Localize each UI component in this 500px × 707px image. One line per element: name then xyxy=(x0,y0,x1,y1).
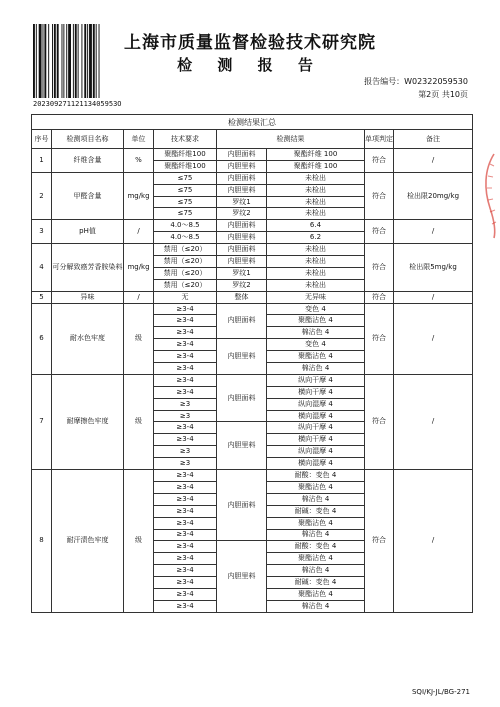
test-part: 罗纹2 xyxy=(217,279,267,291)
test-part: 内胆里料 xyxy=(217,339,267,375)
test-result: 未检出 xyxy=(267,267,365,279)
test-result: 耐碱：变色 4 xyxy=(267,505,365,517)
results-table xyxy=(31,114,473,613)
item-no: 4 xyxy=(32,244,52,292)
test-part: 罗纹1 xyxy=(217,267,267,279)
test-part: 整体 xyxy=(217,291,267,303)
report-title: 检 测 报 告 xyxy=(177,56,323,74)
test-result: 纵向湿摩 4 xyxy=(267,446,365,458)
remark: / xyxy=(394,149,473,173)
requirement: ≥3-4 xyxy=(154,470,217,482)
verdict: 符合 xyxy=(365,374,394,469)
item-name: 纤维含量 xyxy=(52,149,124,173)
header-row xyxy=(32,130,473,149)
item-no: 1 xyxy=(32,149,52,173)
table-row xyxy=(32,220,473,232)
column-header: 技术要求 xyxy=(154,130,217,149)
test-result: 未检出 xyxy=(267,184,365,196)
test-result: 纵向干摩 4 xyxy=(267,374,365,386)
test-result: 6.2 xyxy=(267,232,365,244)
test-part: 内胆里料 xyxy=(217,184,267,196)
requirement: ≤75 xyxy=(154,196,217,208)
table-row xyxy=(32,374,473,386)
barcode xyxy=(33,24,127,98)
requirement: ≤75 xyxy=(154,184,217,196)
requirement: 禁用（≤20） xyxy=(154,244,217,256)
requirement: ≥3-4 xyxy=(154,481,217,493)
test-result: 横向干摩 4 xyxy=(267,434,365,446)
table-row xyxy=(32,244,473,256)
requirement: 4.0～8.5 xyxy=(154,232,217,244)
column-header: 序号 xyxy=(32,130,52,149)
test-result: 耐酸：变色 4 xyxy=(267,470,365,482)
seal-stamp xyxy=(478,150,498,240)
test-result: 横向干摩 4 xyxy=(267,386,365,398)
item-unit: 级 xyxy=(124,470,154,613)
requirement: 聚酯纤维100 xyxy=(154,149,217,161)
column-header: 检测项目名称 xyxy=(52,130,124,149)
requirement: ≥3-4 xyxy=(154,315,217,327)
requirement: 禁用（≤20） xyxy=(154,256,217,268)
page-info: 第2页 共10页 xyxy=(418,90,468,99)
item-no: 6 xyxy=(32,303,52,374)
verdict: 符合 xyxy=(365,244,394,292)
requirement: ≤75 xyxy=(154,208,217,220)
item-name: pH值 xyxy=(52,220,124,244)
form-code: SQI/KJ-JL/BG-271 xyxy=(411,688,470,696)
item-no: 3 xyxy=(32,220,52,244)
verdict: 符合 xyxy=(365,172,394,220)
test-result: 未检出 xyxy=(267,244,365,256)
barcode-number: 20230927112113405953O xyxy=(33,100,122,108)
summary-row xyxy=(32,115,473,130)
remark: / xyxy=(394,303,473,374)
requirement: ≥3-4 xyxy=(154,303,217,315)
test-result: 聚酯沾色 4 xyxy=(267,588,365,600)
requirement: ≥3-4 xyxy=(154,588,217,600)
test-part: 内胆面料 xyxy=(217,303,267,339)
item-no: 2 xyxy=(32,172,52,220)
summary-title: 检测结果汇总 xyxy=(32,115,473,130)
column-header: 备注 xyxy=(394,130,473,149)
test-part: 内胆里料 xyxy=(217,541,267,612)
test-part: 内胆面料 xyxy=(217,220,267,232)
item-unit: 级 xyxy=(124,374,154,469)
test-part: 内胆里料 xyxy=(217,256,267,268)
requirement: 无 xyxy=(154,291,217,303)
test-result: 聚酯纤维 100 xyxy=(267,160,365,172)
item-name: 耐水色牢度 xyxy=(52,303,124,374)
requirement: ≥3 xyxy=(154,398,217,410)
verdict: 符合 xyxy=(365,470,394,613)
test-result: 变色 4 xyxy=(267,339,365,351)
table-row xyxy=(32,303,473,315)
test-result: 棉沾色 4 xyxy=(267,327,365,339)
test-result: 耐酸：变色 4 xyxy=(267,541,365,553)
test-part: 内胆面料 xyxy=(217,172,267,184)
item-unit: % xyxy=(124,149,154,173)
requirement: ≥3 xyxy=(154,410,217,422)
requirement: ≥3 xyxy=(154,458,217,470)
requirement: 禁用（≤20） xyxy=(154,267,217,279)
requirement: ≤75 xyxy=(154,172,217,184)
remark: 检出限20mg/kg xyxy=(394,172,473,220)
test-result: 变色 4 xyxy=(267,303,365,315)
column-header: 单项判定 xyxy=(365,130,394,149)
table-row xyxy=(32,149,473,161)
test-result: 聚酯沾色 4 xyxy=(267,315,365,327)
test-part: 内胆面料 xyxy=(217,244,267,256)
test-result: 聚酯沾色 4 xyxy=(267,553,365,565)
remark: / xyxy=(394,291,473,303)
verdict: 符合 xyxy=(365,149,394,173)
item-no: 5 xyxy=(32,291,52,303)
verdict: 符合 xyxy=(365,303,394,374)
test-result: 棉沾色 4 xyxy=(267,493,365,505)
requirement: ≥3-4 xyxy=(154,541,217,553)
test-result: 棉沾色 4 xyxy=(267,565,365,577)
item-name: 异味 xyxy=(52,291,124,303)
test-result: 横向湿摩 4 xyxy=(267,458,365,470)
test-result: 未检出 xyxy=(267,196,365,208)
verdict: 符合 xyxy=(365,220,394,244)
test-part: 罗纹2 xyxy=(217,208,267,220)
requirement: 4.0～8.5 xyxy=(154,220,217,232)
institute-title: 上海市质量监督检验技术研究院 xyxy=(124,33,376,53)
test-result: 聚酯沾色 4 xyxy=(267,351,365,363)
table-row xyxy=(32,470,473,482)
item-unit: mg/kg xyxy=(124,244,154,292)
test-part: 内胆面料 xyxy=(217,149,267,161)
test-part: 内胆里料 xyxy=(217,232,267,244)
item-unit: / xyxy=(124,220,154,244)
requirement: ≥3-4 xyxy=(154,553,217,565)
table-row xyxy=(32,291,473,303)
remark: / xyxy=(394,470,473,613)
test-result: 未检出 xyxy=(267,208,365,220)
column-header: 单位 xyxy=(124,130,154,149)
requirement: ≥3-4 xyxy=(154,565,217,577)
requirement: ≥3-4 xyxy=(154,327,217,339)
test-result: 棉沾色 4 xyxy=(267,363,365,375)
item-unit: / xyxy=(124,291,154,303)
requirement: ≥3-4 xyxy=(154,339,217,351)
test-result: 纵向干摩 4 xyxy=(267,422,365,434)
test-result: 纵向湿摩 4 xyxy=(267,398,365,410)
item-name: 耐摩擦色牢度 xyxy=(52,374,124,469)
remark: / xyxy=(394,220,473,244)
item-name: 耐汗渍色牢度 xyxy=(52,470,124,613)
requirement: ≥3-4 xyxy=(154,600,217,612)
test-part: 罗纹1 xyxy=(217,196,267,208)
requirement: 聚酯纤维100 xyxy=(154,160,217,172)
test-part: 内胆面料 xyxy=(217,374,267,422)
item-name: 可分解致癌芳香胺染料 xyxy=(52,244,124,292)
test-part: 内胆里料 xyxy=(217,422,267,470)
item-unit: mg/kg xyxy=(124,172,154,220)
test-result: 横向湿摩 4 xyxy=(267,410,365,422)
test-part: 内胆里料 xyxy=(217,160,267,172)
item-no: 8 xyxy=(32,470,52,613)
requirement: ≥3-4 xyxy=(154,422,217,434)
test-result: 聚酯纤维 100 xyxy=(267,149,365,161)
remark: / xyxy=(394,374,473,469)
item-name: 甲醛含量 xyxy=(52,172,124,220)
test-result: 未检出 xyxy=(267,279,365,291)
verdict: 符合 xyxy=(365,291,394,303)
requirement: ≥3-4 xyxy=(154,505,217,517)
test-result: 耐碱：变色 4 xyxy=(267,577,365,589)
requirement: ≥3-4 xyxy=(154,434,217,446)
column-header: 检测结果 xyxy=(217,130,365,149)
requirement: 禁用（≤20） xyxy=(154,279,217,291)
item-unit: 级 xyxy=(124,303,154,374)
requirement: ≥3-4 xyxy=(154,493,217,505)
requirement: ≥3-4 xyxy=(154,374,217,386)
item-no: 7 xyxy=(32,374,52,469)
test-result: 棉沾色 4 xyxy=(267,600,365,612)
requirement: ≥3-4 xyxy=(154,577,217,589)
requirement: ≥3-4 xyxy=(154,363,217,375)
test-result: 聚酯沾色 4 xyxy=(267,517,365,529)
test-result: 未检出 xyxy=(267,256,365,268)
requirement: ≥3-4 xyxy=(154,351,217,363)
remark: 检出限5mg/kg xyxy=(394,244,473,292)
requirement: ≥3-4 xyxy=(154,529,217,541)
requirement: ≥3 xyxy=(154,446,217,458)
test-result: 无异味 xyxy=(267,291,365,303)
test-result: 6.4 xyxy=(267,220,365,232)
test-result: 聚酯沾色 4 xyxy=(267,481,365,493)
requirement: ≥3-4 xyxy=(154,386,217,398)
table-row xyxy=(32,172,473,184)
test-part: 内胆面料 xyxy=(217,470,267,541)
test-result: 未检出 xyxy=(267,172,365,184)
report-number: 报告编号：W02322059530 xyxy=(364,77,468,86)
test-result: 棉沾色 4 xyxy=(267,529,365,541)
requirement: ≥3-4 xyxy=(154,517,217,529)
